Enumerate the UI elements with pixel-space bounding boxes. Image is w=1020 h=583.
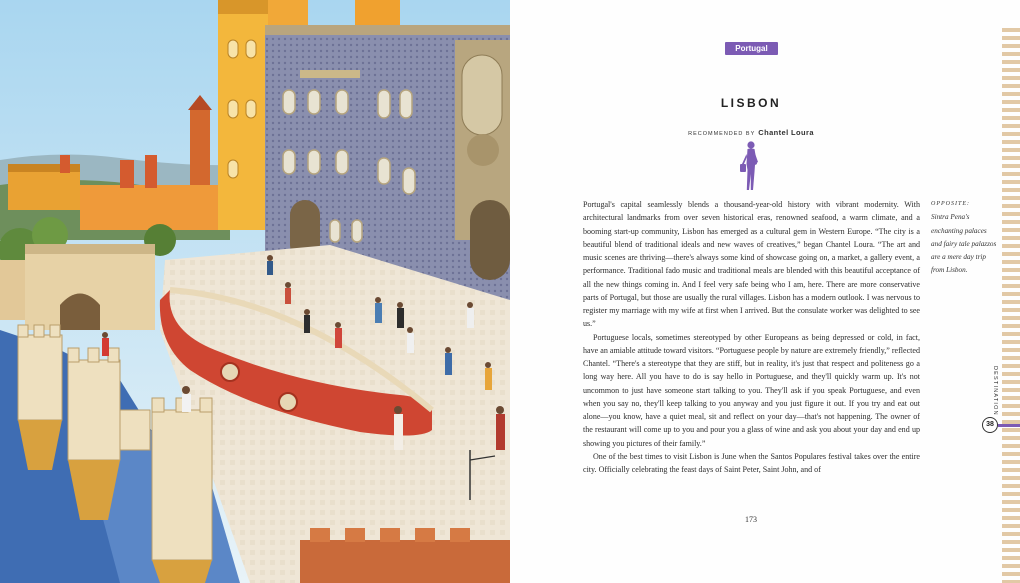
edge-tab-stripes — [1002, 0, 1020, 583]
edge-stripe — [1002, 172, 1020, 176]
edge-stripe — [1002, 364, 1020, 368]
edge-stripe — [1002, 444, 1020, 448]
edge-stripe — [1002, 236, 1020, 240]
edge-stripe — [1002, 156, 1020, 160]
edge-stripe — [1002, 28, 1020, 32]
edge-stripe — [1002, 108, 1020, 112]
edge-stripe — [1002, 524, 1020, 528]
edge-stripe — [1002, 188, 1020, 192]
edge-stripe — [1002, 556, 1020, 560]
edge-stripe — [1002, 316, 1020, 320]
edge-stripe — [1002, 460, 1020, 464]
edge-stripe — [1002, 284, 1020, 288]
page-title: LISBON — [720, 96, 782, 110]
edge-stripe — [1002, 372, 1020, 376]
edge-stripe — [1002, 500, 1020, 504]
edge-stripe — [1002, 492, 1020, 496]
edge-stripe — [1002, 548, 1020, 552]
edge-stripe — [1002, 68, 1020, 72]
edge-stripe — [1002, 404, 1020, 408]
edge-stripe — [1002, 116, 1020, 120]
edge-stripe — [1002, 380, 1020, 384]
edge-stripe — [1002, 268, 1020, 272]
destination-marker-line — [998, 424, 1020, 427]
caption-text: Sintra Pena's enchanting palaces and fairy tale palazzos are a mere day trip from Lisbon. — [931, 213, 997, 275]
edge-stripe — [1002, 468, 1020, 472]
recommended-prefix: RECOMMENDED BY — [688, 131, 756, 137]
edge-stripe — [1002, 564, 1020, 568]
edge-stripe — [1002, 204, 1020, 208]
edge-stripe — [1002, 452, 1020, 456]
edge-stripe — [1002, 340, 1020, 344]
destination-number: 38 — [982, 417, 998, 433]
edge-stripe — [1002, 356, 1020, 360]
edge-stripe — [1002, 60, 1020, 64]
edge-stripe — [1002, 508, 1020, 512]
destination-text: DESTINATION — [992, 366, 998, 416]
edge-stripe — [1002, 484, 1020, 488]
paragraph: One of the best times to visit Lisbon is June when the Santos Populares festival takes over the entire city. Officially celebrating the feast days of Saint Peter, Saint John, and of — [583, 451, 920, 474]
edge-stripe — [1002, 516, 1020, 520]
edge-stripe — [1002, 100, 1020, 104]
edge-stripe — [1002, 260, 1020, 264]
edge-stripe — [1002, 220, 1020, 224]
edge-stripe — [1002, 148, 1020, 152]
edge-stripe — [1002, 196, 1020, 200]
country-tag: Portugal — [725, 42, 778, 55]
edge-stripe — [1002, 252, 1020, 256]
edge-stripe — [1002, 348, 1020, 352]
stripe-pattern — [1002, 0, 1020, 583]
paragraph: Portuguese locals, sometimes stereotyped by other Europeans as being depressed or cold, in fact, have an amiable attitude toward visitors. “Portuguese people by nature are extremely friendly,” reflected Chantel. “There's a stereotype that they are stiff, but in reality, it's just that respect and politeness go a long way here. All you have to do is say hello in Portuguese, and they'll quickly warm up. It's not uncommon to just have someone start talking to you. They'll ask if you speak Portuguese, and even when you say no, they'll keep talking to you anyway and you just figure it out. If you try and eat out alone—you know, have a quiet meal, sit and reflect on your day—that's not happening. The owner of the restaurant will come up to you and pour you a glass of wine and ask you about your day and end up showing you pictures of their family.” — [583, 332, 920, 448]
recommender-name: Chantel Loura — [758, 128, 814, 137]
edge-stripe — [1002, 76, 1020, 80]
edge-stripe — [1002, 52, 1020, 56]
edge-stripe — [1002, 324, 1020, 328]
edge-stripe — [1002, 476, 1020, 480]
edge-stripe — [1002, 428, 1020, 432]
photo-caption — [931, 198, 997, 278]
edge-stripe — [1002, 212, 1020, 216]
text-page — [510, 0, 1020, 583]
caption-heading: OPPOSITE: — [931, 201, 970, 207]
edge-stripe — [1002, 92, 1020, 96]
edge-stripe — [1002, 396, 1020, 400]
edge-stripe — [1002, 276, 1020, 280]
edge-stripe — [1002, 124, 1020, 128]
edge-stripe — [1002, 300, 1020, 304]
edge-stripe — [1002, 540, 1020, 544]
edge-stripe — [1002, 412, 1020, 416]
edge-stripe — [1002, 44, 1020, 48]
edge-stripe — [1002, 228, 1020, 232]
edge-stripe — [1002, 308, 1020, 312]
edge-stripe — [1002, 244, 1020, 248]
edge-stripe — [1002, 532, 1020, 536]
article-body — [583, 198, 920, 476]
edge-stripe — [1002, 36, 1020, 40]
edge-stripe — [1002, 84, 1020, 88]
edge-stripe — [1002, 332, 1020, 336]
edge-stripe — [1002, 572, 1020, 576]
edge-stripe — [1002, 164, 1020, 168]
person-silhouette-icon — [736, 140, 766, 192]
edge-stripe — [1002, 140, 1020, 144]
recommended-by — [630, 128, 872, 137]
paragraph: Portugal's capital seamlessly blends a thousand-year-old history with vibrant modernity. With architectural landmarks from over seven historical eras, renowned seafood, a warm climate, and a booming start-up community, Lisbon has emerged as a cultural gem in Western Europe. “The city is a beautiful blend of traditional ideals and new waves of creatives,” began Chantel Loura. “The art and music scenes are thriving—there's always some kind of showcase going on, a market, a gallery event, a performance. Traditional fado music and traditional meals are blended with this beautiful acceptance of all the new things coming in. And I feel very safe being who I am, here. There are more conservative parts of Portugal, but those are usually the rural villages. Lisbon has a modern outlook. I was nervous to register my marriage with my wife at first when I arrived. But the consulate worker was delighted to see us.” — [583, 200, 920, 329]
edge-stripe — [1002, 180, 1020, 184]
edge-stripe — [1002, 292, 1020, 296]
edge-stripe — [1002, 132, 1020, 136]
page-number: 173 — [745, 515, 757, 524]
edge-stripe — [1002, 436, 1020, 440]
edge-stripe — [1002, 388, 1020, 392]
destination-label — [987, 366, 999, 416]
